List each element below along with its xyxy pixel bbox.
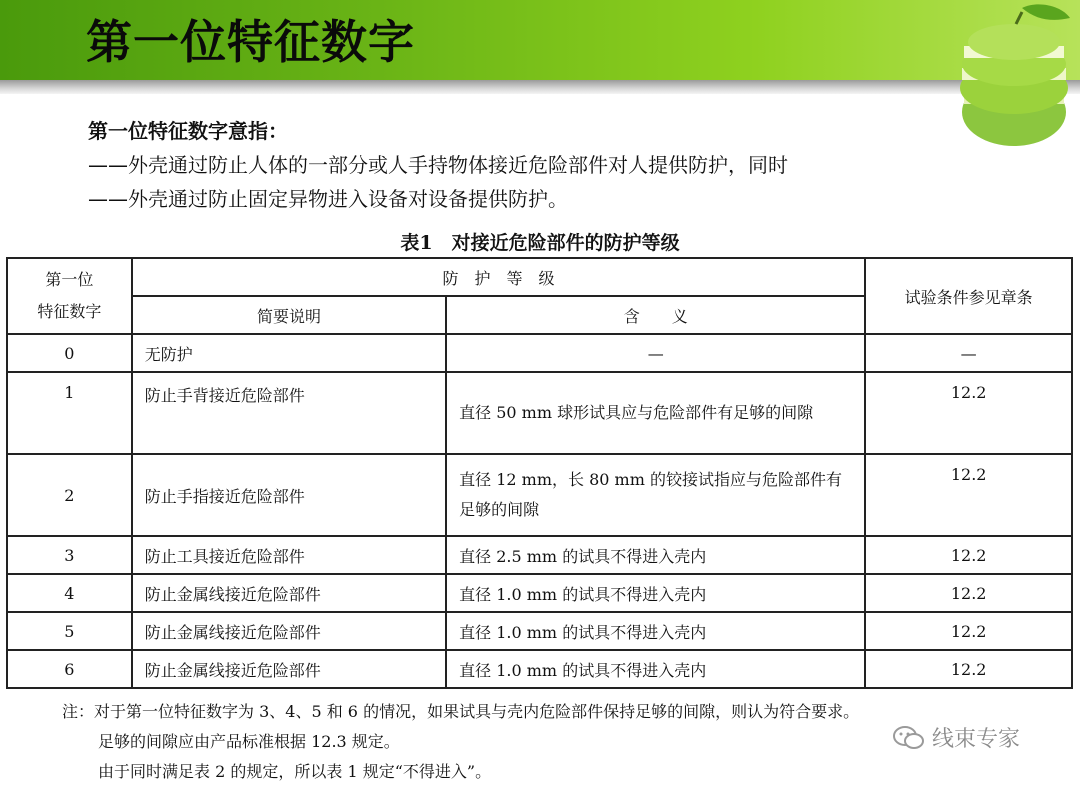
table-row [7,612,1072,650]
row-digit: 0 [7,334,132,372]
table-row [7,536,1072,574]
intro-heading: 第一位特征数字意指： [88,119,288,143]
row-meaning: 直径 12 mm，长 80 mm 的铰接试指应与危险部件有足够的间隙 [446,454,865,536]
note-line-2: 足够的间隙应由产品标准根据 12.3 规定。 [98,732,400,751]
header-brief-description: 简要说明 [132,296,446,334]
row-description: 防止工具接近危险部件 [132,536,446,574]
banner-shadow [0,80,1080,94]
table-row [7,574,1072,612]
table-caption: 表1 对接近危险部件的防护等级 [400,232,680,254]
row-meaning: 直径 1.0 mm 的试具不得进入壳内 [446,574,865,612]
note-line-3: 由于同时满足表 2 的规定，所以表 1 规定“不得进入”。 [98,762,492,781]
protection-table [6,257,1073,689]
row-digit: 4 [7,574,132,612]
intro-text [88,114,788,216]
row-clause: 12.2 [865,650,1072,688]
row-digit: 3 [7,536,132,574]
wechat-icon [892,724,926,752]
row-description: 防止金属线接近危险部件 [132,650,446,688]
row-meaning: 直径 2.5 mm 的试具不得进入壳内 [446,536,865,574]
row-meaning: 直径 1.0 mm 的试具不得进入壳内 [446,650,865,688]
row-digit: 5 [7,612,132,650]
row-description: 防止手背接近危险部件 [132,372,446,454]
table-row [7,454,1072,536]
table-row [7,334,1072,372]
row-meaning: — [446,334,865,372]
header-first-digit: 第一位 特征数字 [7,258,132,334]
watermark-text: 线束专家 [932,727,1021,752]
green-apple-logo [952,2,1076,152]
table-note [62,697,859,787]
row-description: 防止金属线接近危险部件 [132,574,446,612]
table-row [7,650,1072,688]
row-description: 防止金属线接近危险部件 [132,612,446,650]
row-digit: 6 [7,650,132,688]
row-clause: 12.2 [865,574,1072,612]
row-clause: 12.2 [865,536,1072,574]
header-protection-level: 防 护 等 级 [132,258,866,296]
row-digit: 2 [7,454,132,536]
row-description: 防止手指接近危险部件 [132,454,446,536]
note-line-1: 注：对于第一位特征数字为 3、4、5 和 6 的情况，如果试具与壳内危险部件保持足够的间隙，则认为符合要求。 [62,702,860,721]
row-meaning: 直径 50 mm 球形试具应与危险部件有足够的间隙 [446,372,865,454]
row-description: 无防护 [132,334,446,372]
row-clause: 12.2 [865,454,1072,536]
watermark [892,722,1020,753]
intro-line-2: ——外壳通过防止固定异物进入设备对设备提供防护。 [88,187,568,211]
table-header-row [7,258,1072,296]
header-test-clause: 试验条件参见章条 [865,258,1072,334]
table-row [7,372,1072,454]
row-clause: 12.2 [865,612,1072,650]
row-clause: — [865,334,1072,372]
page-title: 第一位特征数字 [86,15,415,69]
intro-line-1: ——外壳通过防止人体的一部分或人手持物体接近危险部件对人提供防护，同时 [88,153,788,177]
row-meaning: 直径 1.0 mm 的试具不得进入壳内 [446,612,865,650]
header-meaning: 含 义 [446,296,865,334]
row-digit: 1 [7,372,132,454]
row-clause: 12.2 [865,372,1072,454]
